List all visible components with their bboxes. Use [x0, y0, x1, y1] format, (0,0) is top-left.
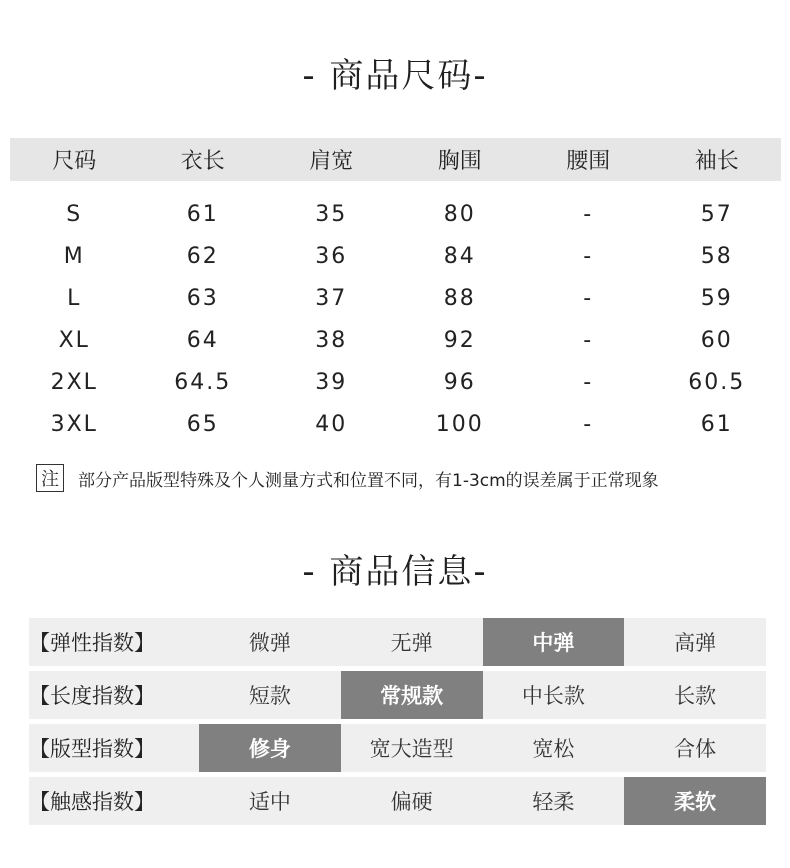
info-option: 短款 [248, 684, 291, 708]
info-option: 宽松 [532, 737, 575, 761]
header-chest: 胸围 [437, 149, 482, 174]
size-row [10, 193, 781, 235]
info-option: 高弹 [674, 631, 717, 655]
size-cell: 84 [443, 243, 476, 269]
header-waist: 腰围 [566, 149, 611, 174]
info-option: 宽大造型 [369, 737, 454, 761]
size-cell: - [583, 243, 594, 269]
header-sleeve: 袖长 [694, 149, 739, 174]
size-cell: 100 [435, 411, 484, 437]
size-cell: M [63, 243, 85, 269]
size-cell: - [583, 327, 594, 353]
size-table-header [10, 138, 781, 181]
size-cell: 59 [700, 285, 733, 311]
header-length: 衣长 [180, 149, 225, 174]
size-cell: 57 [700, 201, 733, 227]
info-option: 轻柔 [532, 790, 575, 814]
size-row [10, 361, 781, 403]
info-option: 偏硬 [390, 790, 433, 814]
size-cell: 40 [315, 411, 348, 437]
info-label: 【长度指数】 [29, 684, 155, 708]
info-label: 【版型指数】 [29, 737, 155, 761]
size-cell: 92 [443, 327, 476, 353]
size-cell: - [583, 201, 594, 227]
size-cell: 88 [443, 285, 476, 311]
header-shoulder: 肩宽 [309, 149, 354, 174]
size-cell: 65 [186, 411, 219, 437]
size-cell: 35 [315, 201, 348, 227]
header-size: 尺码 [52, 149, 97, 174]
info-option-selected: 柔软 [624, 777, 766, 825]
info-option: 长款 [674, 684, 717, 708]
size-cell: S [66, 201, 83, 227]
info-row [29, 671, 766, 719]
info-row [29, 618, 766, 666]
info-option-selected: 修身 [199, 724, 341, 772]
size-row [10, 403, 781, 445]
info-label: 【弹性指数】 [29, 631, 155, 655]
size-cell: 3XL [50, 411, 98, 437]
info-row [29, 724, 766, 772]
size-cell: 61 [186, 201, 219, 227]
size-table-body [10, 193, 781, 445]
size-cell: L [67, 285, 82, 311]
info-row [29, 777, 766, 825]
info-option: 合体 [674, 737, 717, 761]
size-cell: 37 [315, 285, 348, 311]
size-cell: 60.5 [688, 369, 746, 395]
size-note [36, 464, 659, 492]
info-option-selected: 中弹 [483, 618, 625, 666]
info-option: 微弹 [248, 631, 291, 655]
size-row [10, 319, 781, 361]
size-section-title: - 商品尺码- [302, 56, 488, 96]
size-cell: 96 [443, 369, 476, 395]
size-row [10, 235, 781, 277]
note-marker: 注 [36, 464, 64, 492]
size-row [10, 277, 781, 319]
size-cell: 63 [186, 285, 219, 311]
size-cell: 80 [443, 201, 476, 227]
size-cell: 2XL [50, 369, 98, 395]
size-cell: - [583, 411, 594, 437]
size-cell: 62 [186, 243, 219, 269]
size-cell: 39 [315, 369, 348, 395]
info-option-selected: 常规款 [341, 671, 483, 719]
info-table [29, 618, 766, 830]
size-cell: 36 [315, 243, 348, 269]
size-cell: 60 [700, 327, 733, 353]
info-option: 无弹 [390, 631, 433, 655]
info-label: 【触感指数】 [29, 790, 155, 814]
size-cell: 64 [186, 327, 219, 353]
info-option: 中长款 [521, 684, 585, 708]
size-cell: 61 [700, 411, 733, 437]
note-text: 部分产品版型特殊及个人测量方式和位置不同，有1-3cm的误差属于正常现象 [78, 470, 659, 491]
size-cell: 58 [700, 243, 733, 269]
size-cell: - [583, 285, 594, 311]
size-cell: XL [58, 327, 90, 353]
size-cell: 38 [315, 327, 348, 353]
info-option: 适中 [248, 790, 291, 814]
size-cell: 64.5 [174, 369, 232, 395]
size-cell: - [583, 369, 594, 395]
info-section-title: - 商品信息- [302, 552, 488, 592]
